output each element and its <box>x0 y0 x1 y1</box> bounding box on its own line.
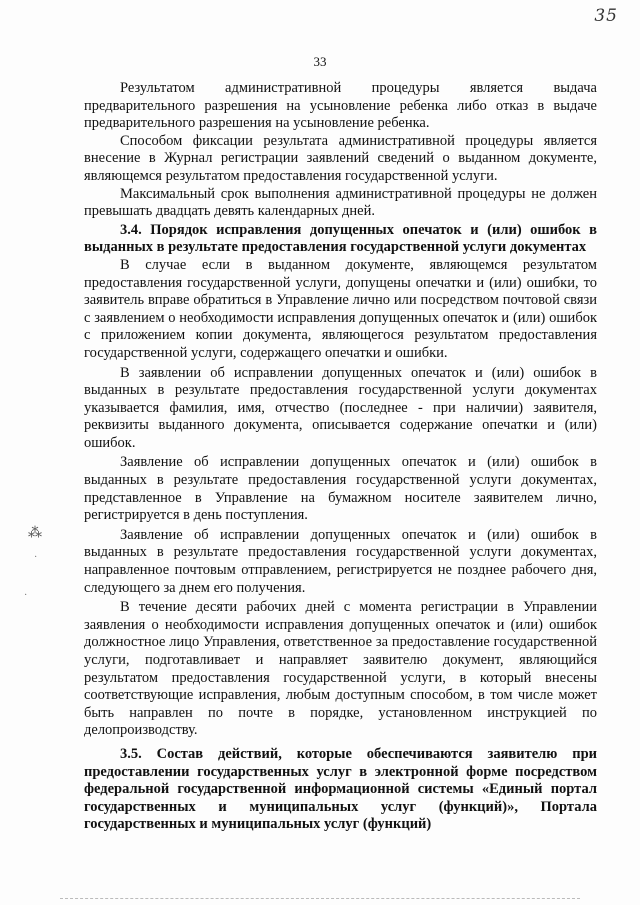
paragraph: В заявлении об исправлении допущенных опечаток и (или) ошибок в выданных в результате предоставления государственной услуги документах указывается фамилия, имя, отчество (последнее - при наличии) заявителя, реквизиты выданного документа, описывается содержание опечатки и (или) ошибок. <box>84 364 597 451</box>
scan-edge-line <box>60 898 580 899</box>
paragraph: Максимальный срок выполнения административной процедуры не должен превышать двадцать девять календарных дней. <box>84 185 597 220</box>
margin-smudge: ⁂ <box>28 526 42 541</box>
paragraph: Заявление об исправлении допущенных опечаток и (или) ошибок в выданных в результате предоставления государственной услуги документах, направленное почтовым отправлением, регистрируется не позднее рабочего дня, следующего за днем его получения. <box>84 526 597 596</box>
handwritten-page-number: 35 <box>594 6 618 26</box>
paragraph: В течение десяти рабочих дней с момента регистрации в Управлении заявления о необходимости исправления допущенных опечаток и (или) ошибок должностное лицо Управления, ответственное за предоставление государственной услуги, подготавливает и направляет заявителю документ, являющийся результатом предоставления государственной услуги, в который внесены соответствующие исправления, любым доступным способом, в том числе может быть направлен по почте в порядке, установленном инструкцией по делопроизводству. <box>84 599 597 739</box>
section-heading-3-5: 3.5. Состав действий, которые обеспечиваются заявителю при предоставлении государственных услуг в электронной форме посредством федеральной государственной информационной системы «Единый портал государственных и муниципальных услуг (функций)», Портала государственных и муниципальных услуг (функций) <box>84 745 597 833</box>
margin-smudge: · <box>24 590 28 601</box>
paragraph: Способом фиксации результата административной процедуры является внесение в Журнал регистрации заявлений сведений о выданном документе, являющемся результатом предоставления государственной услуги. <box>84 132 597 184</box>
document-body <box>84 80 597 834</box>
paragraph: Заявление об исправлении допущенных опечаток и (или) ошибок в выданных в результате предоставления государственной услуги документах, представленное в Управление на бумажном носителе заявителем лично, регистрируется в день поступления. <box>84 454 597 524</box>
section-heading-3-4: 3.4. Порядок исправления допущенных опечаток и (или) ошибок в выданных в результате предоставления государственной услуги документах <box>84 221 597 256</box>
page-number: 33 <box>313 54 327 69</box>
paragraph: Результатом административной процедуры является выдача предварительного разрешения на усыновление ребенка либо отказ в выдаче предварительного разрешения на усыновление ребенка. <box>84 80 597 132</box>
margin-smudge: · <box>34 552 38 563</box>
paragraph: В случае если в выданном документе, являющемся результатом предоставления государственной услуги, допущены опечатки и (или) ошибки, то заявитель вправе обратиться в Управление лично или посредством почтовой связи с заявлением о необходимости исправления допущенных опечаток и (или) ошибок с приложением копии документа, являющегося результатом предоставления государственной услуги, содержащего опечатки и ошибки. <box>84 256 597 361</box>
